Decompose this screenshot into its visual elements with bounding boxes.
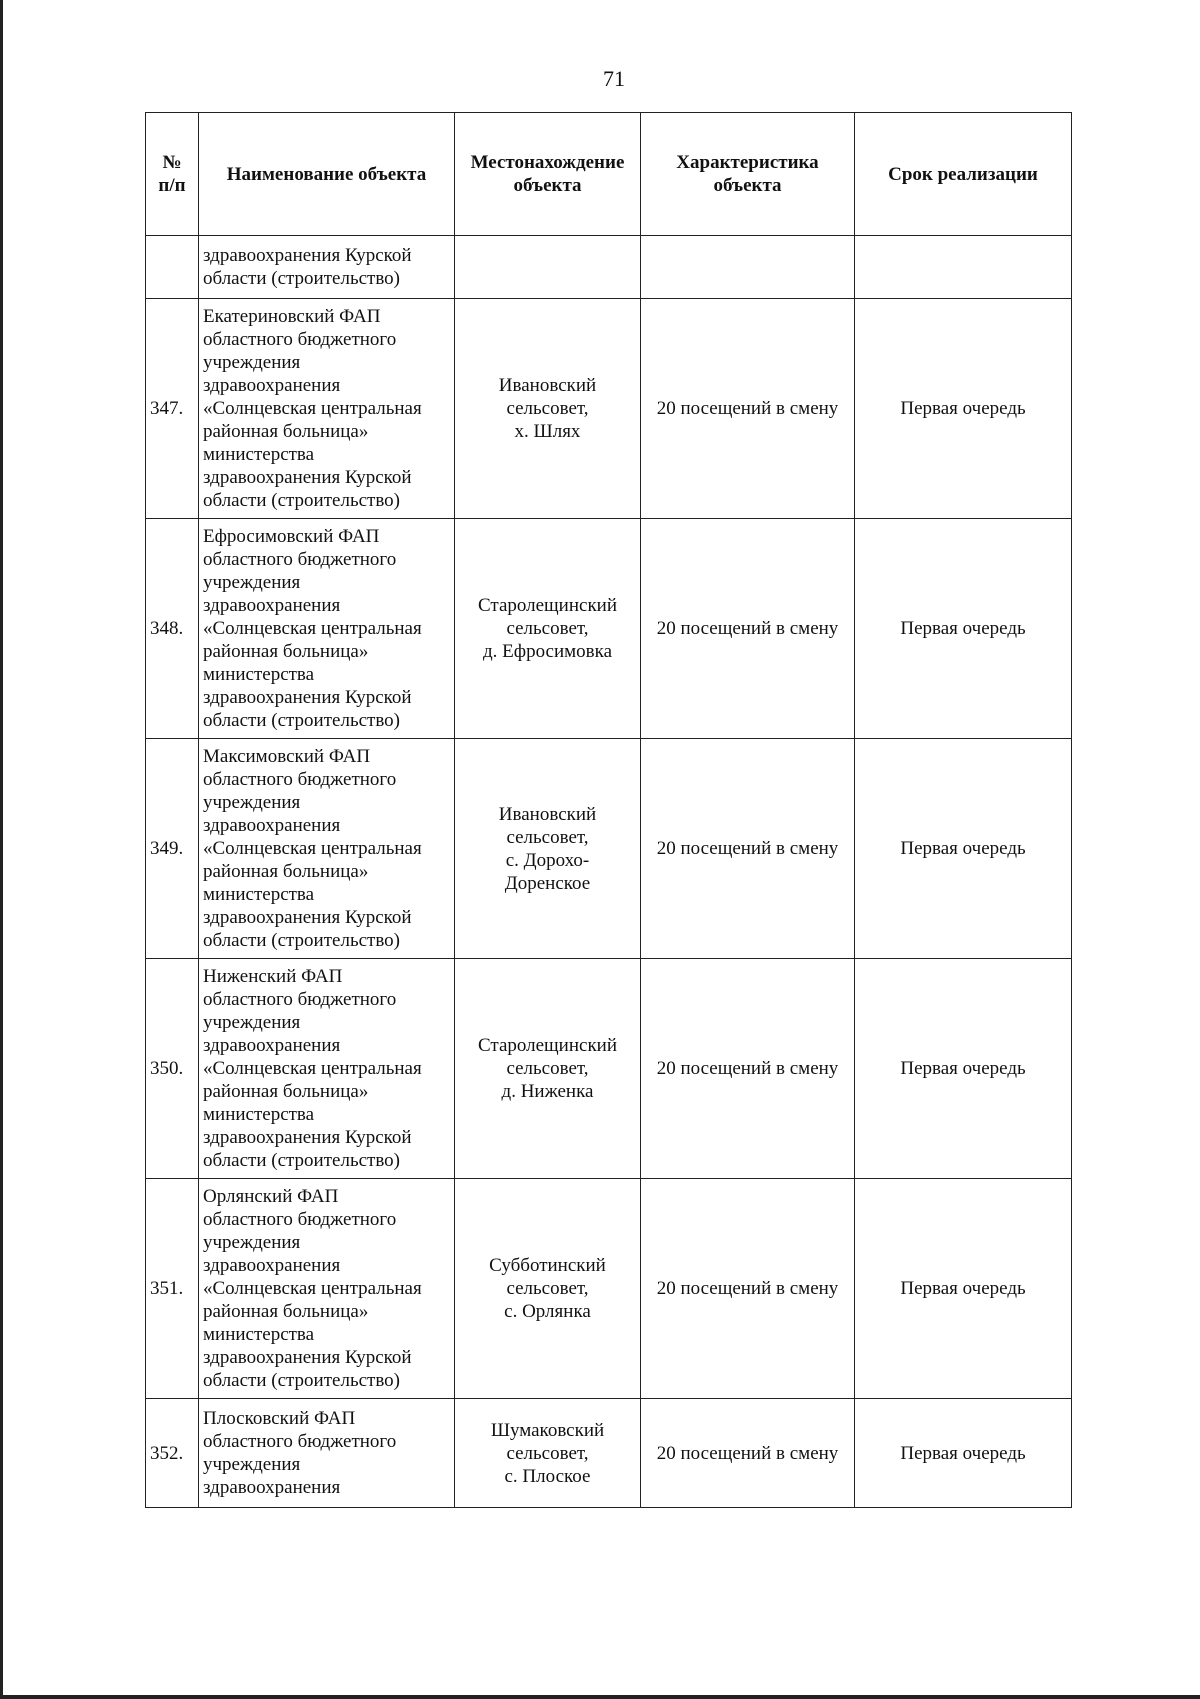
cell-name: Ниженский ФАП областного бюджетного учреждения здравоохранения «Солнцевская центральная районная больница» министерства здравоохранения Курской области (строительство) — [199, 959, 455, 1179]
cell-num: 352. — [146, 1399, 199, 1508]
table-row — [146, 1399, 1072, 1508]
cell-term: Первая очередь — [855, 1399, 1072, 1508]
cell-num: 347. — [146, 299, 199, 519]
header-name: Наименование объекта — [199, 113, 455, 236]
table-row — [146, 519, 1072, 739]
cell-term: Первая очередь — [855, 1179, 1072, 1399]
cell-characteristic: 20 посещений в смену — [641, 959, 855, 1179]
table-row — [146, 1179, 1072, 1399]
page-number: 71 — [603, 66, 625, 91]
cell-num: 350. — [146, 959, 199, 1179]
objects-table — [145, 112, 1072, 1508]
cell-characteristic: 20 посещений в смену — [641, 739, 855, 959]
table-header-row — [146, 113, 1072, 236]
cell-num: 349. — [146, 739, 199, 959]
cell-term: Первая очередь — [855, 299, 1072, 519]
cell-term — [855, 236, 1072, 299]
cell-term: Первая очередь — [855, 519, 1072, 739]
cell-name: Максимовский ФАП областного бюджетного учреждения здравоохранения «Солнцевская центральная районная больница» министерства здравоохранения Курской области (строительство) — [199, 739, 455, 959]
cell-num: 348. — [146, 519, 199, 739]
cell-location: Старолещинский сельсовет, д. Ефросимовка — [455, 519, 641, 739]
cell-location: Старолещинский сельсовет, д. Ниженка — [455, 959, 641, 1179]
cell-name: Екатериновский ФАП областного бюджетного учреждения здравоохранения «Солнцевская центральная районная больница» министерства здравоохранения Курской области (строительство) — [199, 299, 455, 519]
cell-characteristic: 20 посещений в смену — [641, 1179, 855, 1399]
header-num: № п/п — [146, 113, 199, 236]
table-row-continuation — [146, 236, 1072, 299]
cell-location: Ивановский сельсовет, х. Шлях — [455, 299, 641, 519]
table-row — [146, 959, 1072, 1179]
cell-num — [146, 236, 199, 299]
cell-term: Первая очередь — [855, 739, 1072, 959]
cell-characteristic: 20 посещений в смену — [641, 299, 855, 519]
cell-location — [455, 236, 641, 299]
cell-characteristic: 20 посещений в смену — [641, 1399, 855, 1508]
cell-num: 351. — [146, 1179, 199, 1399]
cell-location: Ивановский сельсовет, с. Дорохо- Доренское — [455, 739, 641, 959]
cell-name: здравоохранения Курской области (строительство) — [199, 236, 455, 299]
cell-term: Первая очередь — [855, 959, 1072, 1179]
cell-characteristic: 20 посещений в смену — [641, 519, 855, 739]
cell-name: Плосковский ФАП областного бюджетного учреждения здравоохранения — [199, 1399, 455, 1508]
cell-name: Ефросимовский ФАП областного бюджетного учреждения здравоохранения «Солнцевская центральная районная больница» министерства здравоохранения Курской области (строительство) — [199, 519, 455, 739]
scan-edge-left — [0, 0, 3, 1699]
header-characteristic: Характеристика объекта — [641, 113, 855, 236]
scan-edge-bottom — [0, 1695, 1200, 1699]
cell-location: Субботинский сельсовет, с. Орлянка — [455, 1179, 641, 1399]
header-location: Местонахождение объекта — [455, 113, 641, 236]
cell-characteristic — [641, 236, 855, 299]
table-row — [146, 299, 1072, 519]
header-term: Срок реализации — [855, 113, 1072, 236]
cell-location: Шумаковский сельсовет, с. Плоское — [455, 1399, 641, 1508]
cell-name: Орлянский ФАП областного бюджетного учреждения здравоохранения «Солнцевская центральная районная больница» министерства здравоохранения Курской области (строительство) — [199, 1179, 455, 1399]
table-row — [146, 739, 1072, 959]
